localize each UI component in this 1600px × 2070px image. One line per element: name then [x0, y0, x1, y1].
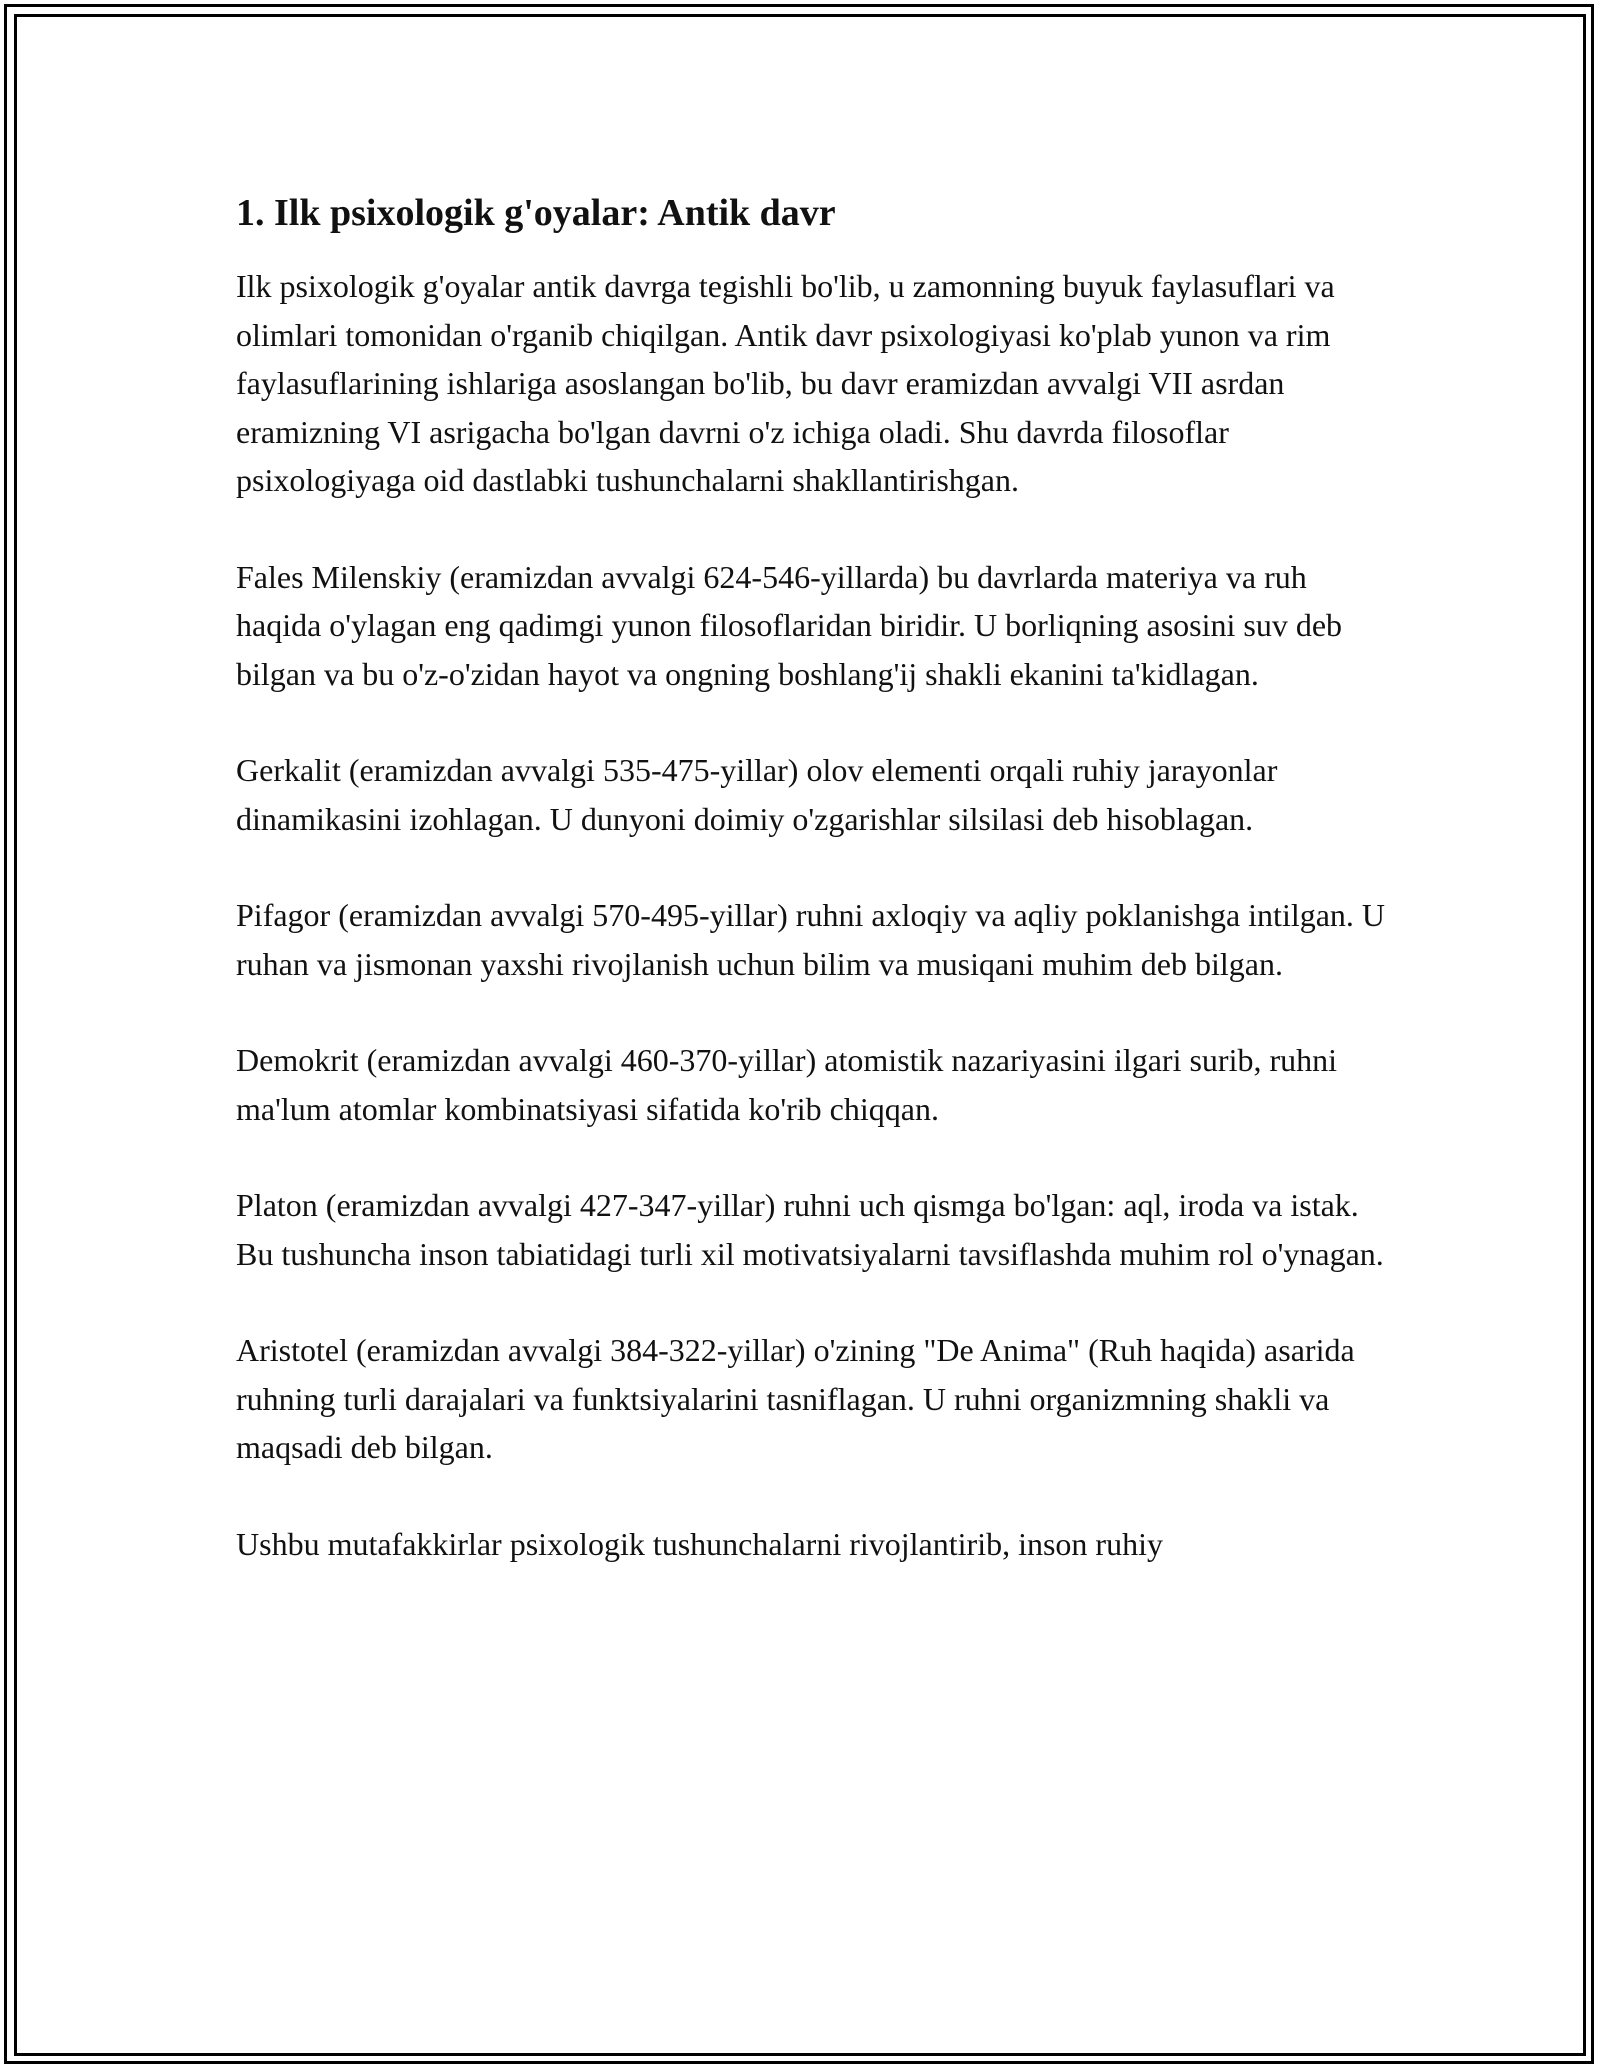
paragraph-fales: Fales Milenskiy (eramizdan avvalgi 624-546-yillarda) bu davrlarda materiya va ruh haqida o'ylagan eng qadimgi yunon filosoflaridan biridir. U borliqning asosini suv deb bilgan va bu o'z-o'zidan hayot va ongning boshlang'ij shakli ekanini ta'kidlagan. [236, 558, 1343, 692]
section-heading: 1. Ilk psixologik g'oyalar: Antik davr [236, 192, 836, 234]
document-body [236, 186, 1386, 1616]
paragraph-pifagor: Pifagor (eramizdan avvalgi 570-495-yillar) ruhni axloqiy va aqliy poklanishga intilgan. U ruhan va jismonan yaxshi rivojlanish uchun bilim va musiqani muhim deb bilgan. [236, 897, 1386, 982]
paragraph-demokrit: Demokrit (eramizdan avvalgi 460-370-yillar) atomistik nazariyasini ilgari surib, ruhni ma'lum atomlar kombinatsiyasi sifatida ko'rib chiqqan. [236, 1042, 1338, 1127]
paragraph-aristotel: Aristotel (eramizdan avvalgi 384-322-yillar) o'zining "De Anima" (Ruh haqida) asarida ruhning turli darajalari va funktsiyalarini tasniflagan. U ruhni organizmning shakli va maqsadi deb bilgan. [236, 1332, 1355, 1465]
paragraph-intro: Ilk psixologik g'oyalar antik davrga tegishli bo'lib, u zamonning buyuk faylasuflari va olimlari tomonidan o'rganib chiqilgan. Antik davr psixologiyasi ko'plab yunon va rim faylasuflarining ishlariga asoslangan bo'lib, bu davr eramizdan avvalgi VII asrdan eramizning VI asrigacha bo'lgan davrni o'z ichiga oladi. Shu davrda filosoflar psixologiyaga oid dastlabki tushunchalarni shakllantirishgan. [236, 268, 1335, 498]
paragraph-conclusion: Ushbu mutafakkirlar psixologik tushunchalarni rivojlantirib, inson ruhiy [236, 1525, 1163, 1562]
paragraph-platon: Platon (eramizdan avvalgi 427-347-yillar) ruhni uch qismga bo'lgan: aql, iroda va istak. Bu tushuncha inson tabiatidagi turli xil motivatsiyalarni tavsiflashda muhim rol o'ynagan. [236, 1187, 1384, 1272]
paragraph-gerkalit: Gerkalit (eramizdan avvalgi 535-475-yillar) olov elementi orqali ruhiy jarayonlar dinamikasini izohlagan. U dunyoni doimiy o'zgarishlar silsilasi deb hisoblagan. [236, 752, 1278, 837]
